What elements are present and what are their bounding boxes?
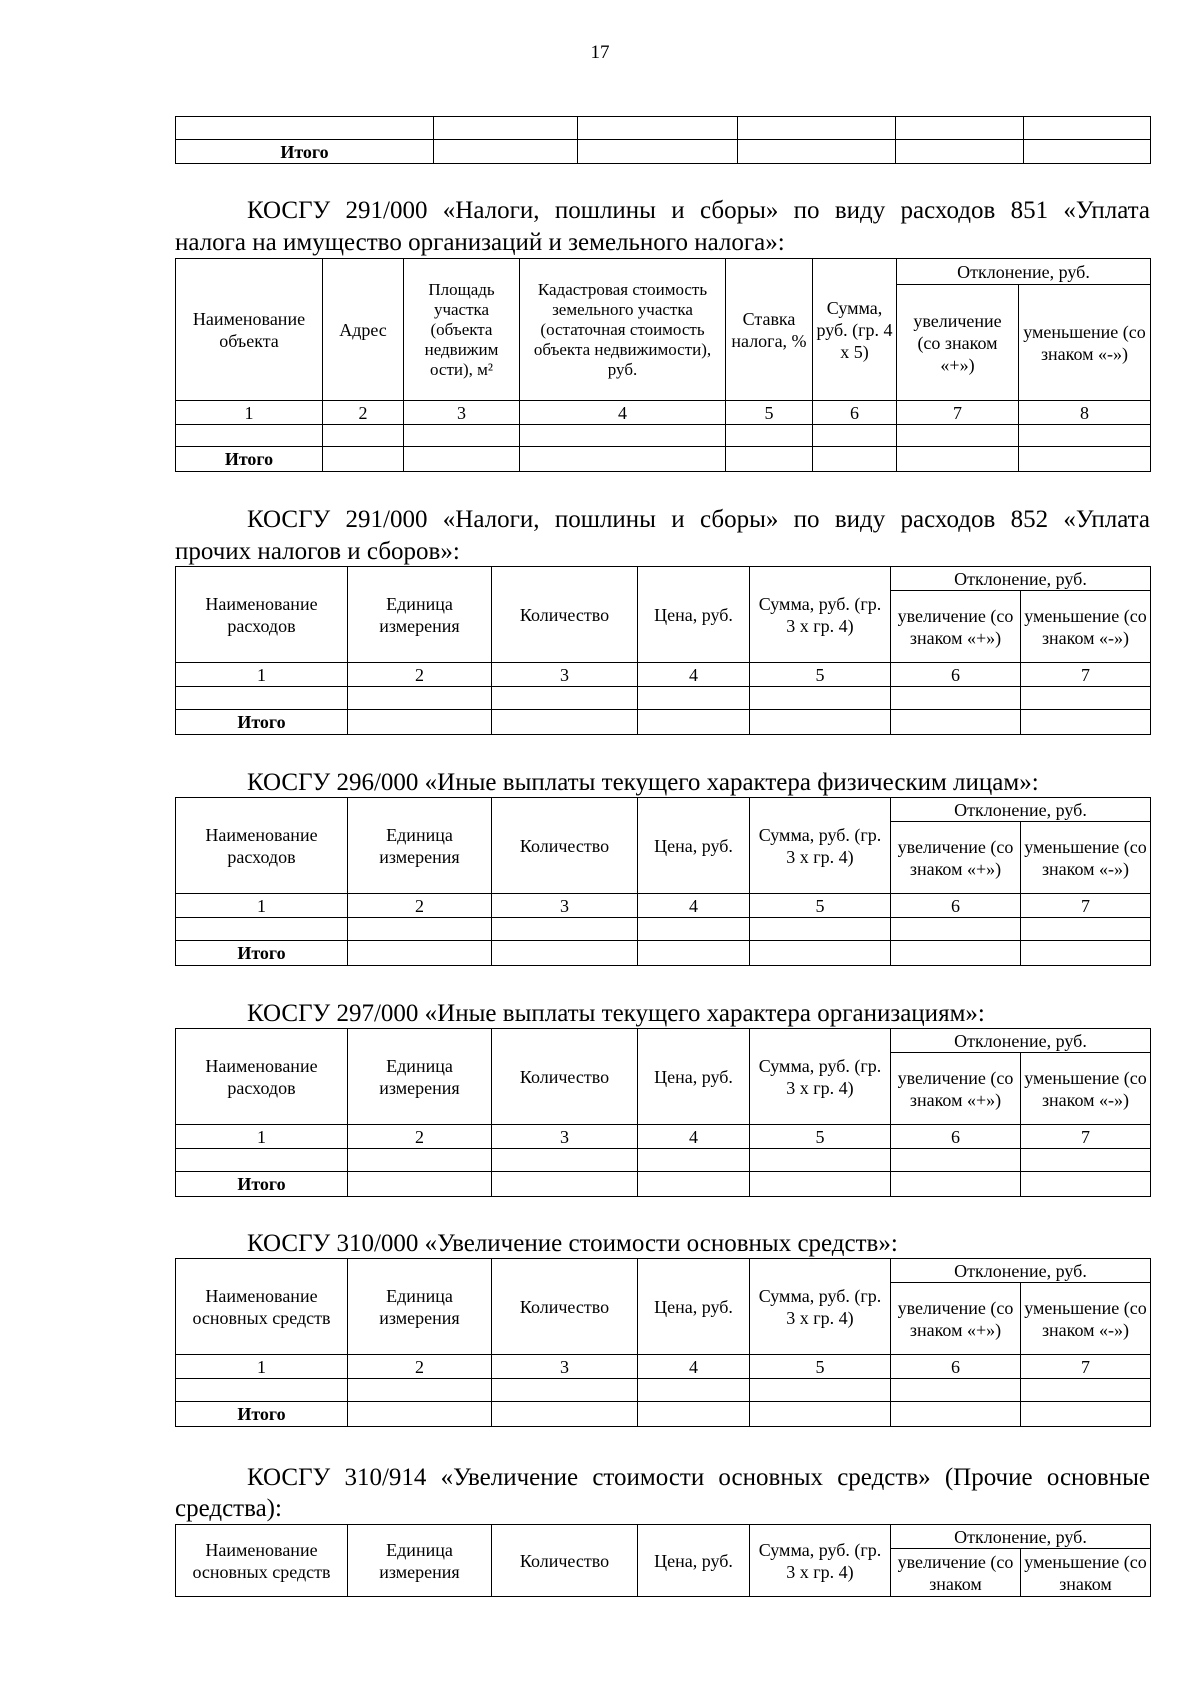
header-unit: Единица измерения xyxy=(348,1259,492,1355)
table-row xyxy=(176,1172,1151,1197)
header-rate: Ставка налога, % xyxy=(726,259,813,401)
header-decrease: уменьшение (со знаком «-») xyxy=(1021,1053,1151,1125)
table-row xyxy=(176,941,1151,966)
header-name: Наименование расходов xyxy=(176,798,348,894)
header-increase: увеличение (со знаком «+») xyxy=(891,1053,1021,1125)
header-deviation: Отклонение, руб. xyxy=(891,567,1151,591)
header-sum: Сумма, руб. (гр. 3 х гр. 4) xyxy=(750,1029,891,1125)
table-row xyxy=(176,710,1151,735)
table-row xyxy=(176,425,1151,447)
header-decrease: уменьшение (со знаком «-») xyxy=(1021,591,1151,663)
section-heading: КОСГУ 297/000 «Иные выплаты текущего характера организациям»: xyxy=(247,1000,985,1027)
section-heading-cont: средства): xyxy=(175,1495,282,1522)
column-numbers-row: 1 2 3 4 5 6 7 xyxy=(176,894,1151,918)
header-decrease: уменьшение (со знаком «-») xyxy=(1021,1283,1151,1355)
header-deviation: Отклонение, руб. xyxy=(891,1525,1151,1549)
table-310 xyxy=(175,1258,1151,1427)
table-row xyxy=(176,1402,1151,1427)
total-label: Итого xyxy=(176,1402,348,1427)
header-name: Наименование основных средств xyxy=(176,1259,348,1355)
tax-table-851 xyxy=(175,258,1151,472)
page-number: 17 xyxy=(590,42,610,63)
header-increase: увеличение (со знаком «+») xyxy=(891,822,1021,894)
table-row xyxy=(176,918,1151,941)
section-heading-cont: прочих налогов и сборов»: xyxy=(175,538,460,565)
total-label: Итого xyxy=(176,140,434,164)
header-price: Цена, руб. xyxy=(638,798,750,894)
header-address: Адрес xyxy=(323,259,404,401)
header-qty: Количество xyxy=(492,1525,638,1597)
header-price: Цена, руб. xyxy=(638,1029,750,1125)
header-sum: Сумма, руб. (гр. 3 х гр. 4) xyxy=(750,798,891,894)
table-row xyxy=(176,447,1151,472)
header-deviation: Отклонение, руб. xyxy=(891,1029,1151,1053)
header-decrease: уменьшение (со знаком xyxy=(1021,1549,1151,1597)
section-heading: КОСГУ 310/914 «Увеличение стоимости основных средств» (Прочие основные xyxy=(247,1464,1150,1491)
header-deviation: Отклонение, руб. xyxy=(897,259,1151,285)
top-table xyxy=(175,116,1151,164)
header-deviation: Отклонение, руб. xyxy=(891,1259,1151,1283)
section-heading-cont: налога на имущество организаций и земельного налога»: xyxy=(175,229,785,256)
header-price: Цена, руб. xyxy=(638,1525,750,1597)
column-numbers-row: 1 2 3 4 5 6 7 8 xyxy=(176,401,1151,425)
table-row xyxy=(176,140,1151,164)
header-qty: Количество xyxy=(492,1029,638,1125)
table-row xyxy=(176,1149,1151,1172)
header-increase: увеличение (со знаком «+») xyxy=(891,591,1021,663)
header-decrease: уменьшение (со знаком «-») xyxy=(1021,822,1151,894)
table-row xyxy=(176,687,1151,710)
header-decrease: уменьшение (со знаком «-») xyxy=(1019,285,1151,401)
section-heading: КОСГУ 291/000 «Налоги, пошлины и сборы» по виду расходов 851 «Уплата xyxy=(247,197,1150,224)
header-qty: Количество xyxy=(492,567,638,663)
header-area: Площадь участка (объекта недвижим ости), м² xyxy=(404,259,520,401)
header-unit: Единица измерения xyxy=(348,798,492,894)
table-row xyxy=(176,1379,1151,1402)
section-heading: КОСГУ 291/000 «Налоги, пошлины и сборы» по виду расходов 852 «Уплата xyxy=(247,506,1150,533)
header-qty: Количество xyxy=(492,798,638,894)
section-heading: КОСГУ 310/000 «Увеличение стоимости основных средств»: xyxy=(247,1230,898,1257)
header-sum: Сумма, руб. (гр. 4 х 5) xyxy=(813,259,897,401)
table-296 xyxy=(175,797,1151,966)
section-heading: КОСГУ 296/000 «Иные выплаты текущего характера физическим лицам»: xyxy=(247,769,1039,796)
header-name: Наименование основных средств xyxy=(176,1525,348,1597)
column-numbers-row: 1 2 3 4 5 6 7 xyxy=(176,1355,1151,1379)
total-label: Итого xyxy=(176,1172,348,1197)
header-increase: увеличение (со знаком «+») xyxy=(891,1283,1021,1355)
header-increase: увеличение (со знаком «+») xyxy=(897,285,1019,401)
total-label: Итого xyxy=(176,710,348,735)
header-price: Цена, руб. xyxy=(638,567,750,663)
column-numbers-row: 1 2 3 4 5 6 7 xyxy=(176,1125,1151,1149)
total-label: Итого xyxy=(176,447,323,472)
header-cadastral: Кадастровая стоимость земельного участка (остаточная стоимость объекта недвижимости), руб. xyxy=(520,259,726,401)
header-qty: Количество xyxy=(492,1259,638,1355)
header-unit: Единица измерения xyxy=(348,567,492,663)
header-name: Наименование расходов xyxy=(176,567,348,663)
header-unit: Единица измерения xyxy=(348,1525,492,1597)
header-unit: Единица измерения xyxy=(348,1029,492,1125)
header-sum: Сумма, руб. (гр. 3 х гр. 4) xyxy=(750,1259,891,1355)
table-310-914 xyxy=(175,1524,1151,1597)
tax-table-852 xyxy=(175,566,1151,735)
table-297 xyxy=(175,1028,1151,1197)
column-numbers-row: 1 2 3 4 5 6 7 xyxy=(176,663,1151,687)
header-price: Цена, руб. xyxy=(638,1259,750,1355)
header-increase: увеличение (со знаком xyxy=(891,1549,1021,1597)
header-name: Наименование объекта xyxy=(176,259,323,401)
header-sum: Сумма, руб. (гр. 3 х гр. 4) xyxy=(750,1525,891,1597)
header-name: Наименование расходов xyxy=(176,1029,348,1125)
header-sum: Сумма, руб. (гр. 3 х гр. 4) xyxy=(750,567,891,663)
total-label: Итого xyxy=(176,941,348,966)
header-deviation: Отклонение, руб. xyxy=(891,798,1151,822)
